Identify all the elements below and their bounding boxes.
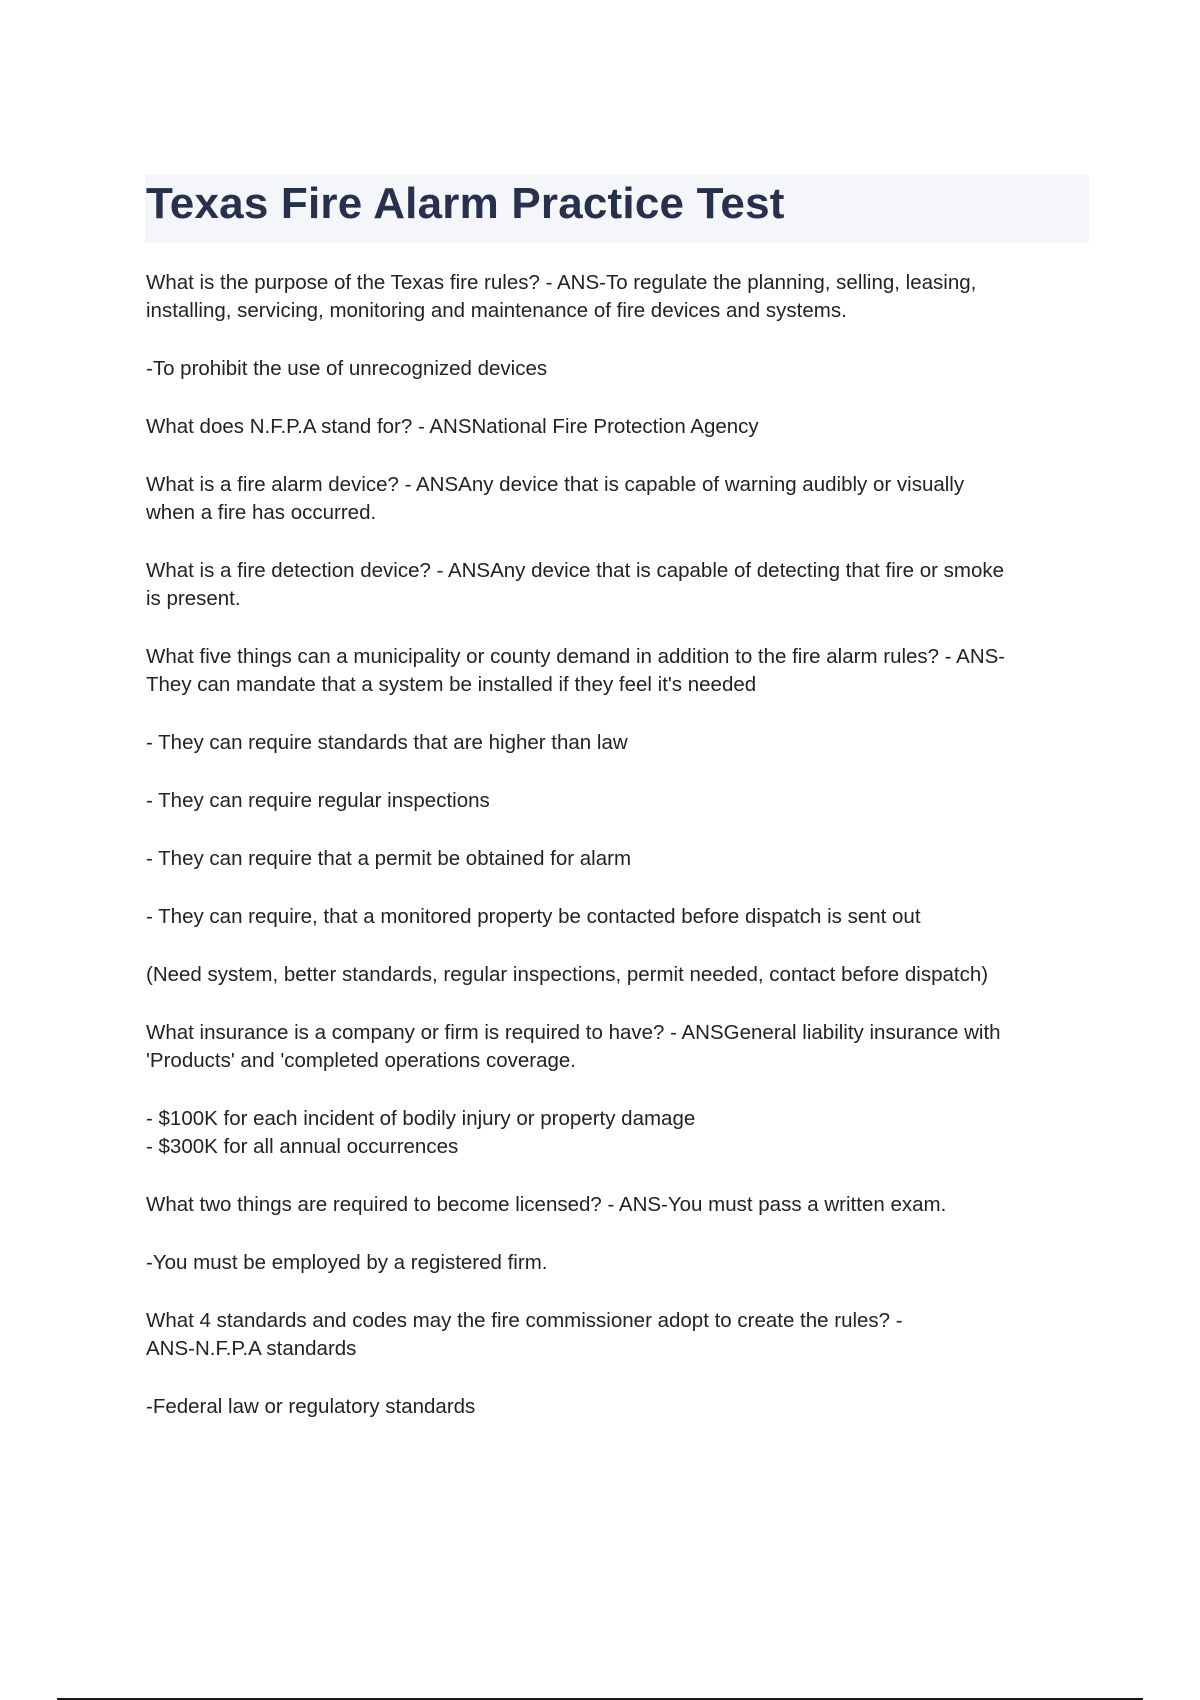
- text-line: -Federal law or regulatory standards: [146, 1395, 476, 1418]
- text-line: is present.: [146, 587, 241, 610]
- text-line: -To prohibit the use of unrecognized devices: [146, 357, 548, 380]
- paragraph: [146, 413, 1091, 441]
- text-line: installing, servicing, monitoring and maintenance of fire devices and systems.: [146, 299, 847, 322]
- paragraph: [146, 643, 1091, 699]
- paragraph: [146, 557, 1091, 613]
- text-line: - They can require regular inspections: [146, 789, 490, 812]
- text-line: What 4 standards and codes may the fire commissioner adopt to create the rules? -: [146, 1309, 903, 1332]
- paragraph: [146, 471, 1091, 527]
- paragraph: [146, 1393, 1091, 1421]
- text-line: - $300K for all annual occurrences: [146, 1135, 459, 1158]
- paragraph: [146, 961, 1091, 989]
- paragraph: [146, 903, 1091, 931]
- text-line: - They can require, that a monitored property be contacted before dispatch is sent out: [146, 905, 921, 928]
- document-body: [146, 269, 1091, 1451]
- text-line: - $100K for each incident of bodily injury or property damage: [146, 1107, 696, 1130]
- text-line: when a fire has occurred.: [146, 501, 377, 524]
- text-line: They can mandate that a system be installed if they feel it's needed: [146, 673, 757, 696]
- text-line: What two things are required to become licensed? - ANS-You must pass a written exam.: [146, 1193, 947, 1216]
- paragraph: [146, 729, 1091, 757]
- paragraph: [146, 1191, 1091, 1219]
- text-line: - They can require that a permit be obtained for alarm: [146, 847, 632, 870]
- page-title: Texas Fire Alarm Practice Test: [146, 179, 785, 228]
- text-line: - They can require standards that are higher than law: [146, 731, 628, 754]
- text-line: What is the purpose of the Texas fire rules? - ANS-To regulate the planning, selling, leasing,: [146, 271, 977, 294]
- paragraph: [146, 1307, 1091, 1363]
- text-line: ANS-N.F.P.A standards: [146, 1337, 357, 1360]
- text-line: What is a fire detection device? - ANSAny device that is capable of detecting that fire or smoke: [146, 559, 1005, 582]
- text-line: 'Products' and 'completed operations coverage.: [146, 1049, 576, 1072]
- paragraph: [146, 1249, 1091, 1277]
- text-line: What five things can a municipality or county demand in addition to the fire alarm rules? - ANS-: [146, 645, 1006, 668]
- paragraph: [146, 845, 1091, 873]
- text-line: (Need system, better standards, regular inspections, permit needed, contact before dispatch): [146, 963, 989, 986]
- paragraph: [146, 1105, 1091, 1161]
- text-line: What insurance is a company or firm is required to have? - ANSGeneral liability insurance with: [146, 1021, 1001, 1044]
- text-line: What does N.F.P.A stand for? - ANSNational Fire Protection Agency: [146, 415, 759, 438]
- paragraph: [146, 355, 1091, 383]
- text-line: -You must be employed by a registered firm.: [146, 1251, 548, 1274]
- paragraph: [146, 269, 1091, 325]
- paragraph: [146, 1019, 1091, 1075]
- text-line: What is a fire alarm device? - ANSAny device that is capable of warning audibly or visually: [146, 473, 965, 496]
- paragraph: [146, 787, 1091, 815]
